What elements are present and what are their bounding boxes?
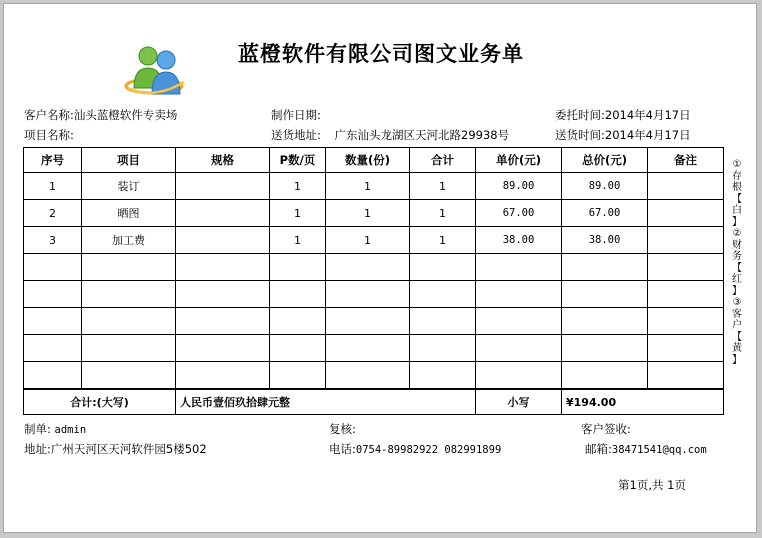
cell-index: 3 xyxy=(24,227,82,254)
lower-value: ¥194.00 xyxy=(562,389,724,415)
table-row xyxy=(24,200,724,227)
side-char: 【 xyxy=(732,331,742,343)
table-row-empty xyxy=(24,335,724,362)
sign-label: 客户签收: xyxy=(581,422,631,436)
side-char: 白 xyxy=(732,205,742,216)
side-char: 】 xyxy=(732,216,742,228)
company-address xyxy=(24,441,207,457)
table-row-empty xyxy=(24,308,724,335)
customer-name xyxy=(24,107,177,123)
mail-label: 邮箱: xyxy=(585,442,612,456)
cell-sum: 1 xyxy=(410,227,476,254)
cell-pages: 1 xyxy=(270,200,326,227)
side-char: 存 xyxy=(732,170,742,182)
side-char: 户 xyxy=(732,320,742,331)
side-char: ③ xyxy=(732,297,742,308)
cell-sum: 1 xyxy=(410,200,476,227)
cell-unit-price: 38.00 xyxy=(476,227,562,254)
project-label: 项目名称: xyxy=(24,128,74,142)
col-header: 总价(元) xyxy=(562,148,648,173)
address-label: 送货地址: xyxy=(271,128,321,142)
cell-qty: 1 xyxy=(326,200,410,227)
cell-sum: 1 xyxy=(410,173,476,200)
side-char: 财 xyxy=(732,239,742,251)
side-char: 【 xyxy=(732,193,742,205)
side-char: 【 xyxy=(732,262,742,274)
col-header: 备注 xyxy=(648,148,724,173)
side-char: 】 xyxy=(732,285,742,297)
col-header: 规格 xyxy=(176,148,270,173)
table-row-empty xyxy=(24,281,724,308)
col-header: 项目 xyxy=(82,148,176,173)
items-table xyxy=(23,147,724,415)
entrust-value: 2014年4月17日 xyxy=(604,108,691,122)
tel-label: 电话: xyxy=(329,442,356,456)
side-char: ② xyxy=(732,228,742,239)
review-label: 复核: xyxy=(329,422,356,436)
cell-index: 1 xyxy=(24,173,82,200)
cell-remark xyxy=(648,200,724,227)
cell-pages: 1 xyxy=(270,227,326,254)
delivery-label: 送货时间: xyxy=(555,128,605,142)
side-char: 务 xyxy=(732,251,742,262)
customer-sign xyxy=(581,421,631,437)
total-words: 人民币壹佰玖拾肆元整 xyxy=(176,389,476,415)
table-header-row xyxy=(24,148,724,173)
table-row-empty xyxy=(24,362,724,390)
table-row-empty xyxy=(24,254,724,281)
col-header: 数量(份) xyxy=(326,148,410,173)
cell-unit-price: 89.00 xyxy=(476,173,562,200)
entrust-time xyxy=(555,107,691,123)
side-char: 客 xyxy=(732,308,742,320)
customer-value: 汕头蓝橙软件专卖场 xyxy=(73,108,178,122)
invoice-page xyxy=(3,3,757,533)
company-email xyxy=(585,441,707,457)
maker-label: 制单: xyxy=(24,422,51,436)
delivery-value: 2014年4月17日 xyxy=(604,128,691,142)
project-name xyxy=(24,127,74,143)
col-header: 合计 xyxy=(410,148,476,173)
address-value: 广东汕头龙湖区天河北路29938号 xyxy=(334,128,510,142)
total-label: 合计:(大写) xyxy=(24,389,176,415)
cell-item: 晒图 xyxy=(82,200,176,227)
cell-total-price: 89.00 xyxy=(562,173,648,200)
side-char: 】 xyxy=(732,354,742,366)
page-info: 第1页,共 1页 xyxy=(618,478,686,492)
table-row xyxy=(24,227,724,254)
make-date-label: 制作日期: xyxy=(271,108,321,122)
maker-value: admin xyxy=(54,424,87,436)
cell-total-price: 67.00 xyxy=(562,200,648,227)
delivery-address xyxy=(271,127,509,143)
cell-unit-price: 67.00 xyxy=(476,200,562,227)
cell-item: 装订 xyxy=(82,173,176,200)
total-row xyxy=(24,389,724,415)
company-phone xyxy=(329,441,501,457)
cell-remark xyxy=(648,227,724,254)
customer-label: 客户名称: xyxy=(24,108,74,122)
delivery-time xyxy=(555,127,691,143)
tel-value: 0754-89982922 082991899 xyxy=(355,444,502,456)
cell-spec xyxy=(176,200,270,227)
cell-total-price: 38.00 xyxy=(562,227,648,254)
page-title: 蓝橙软件有限公司图文业务单 xyxy=(238,41,524,66)
cell-qty: 1 xyxy=(326,227,410,254)
side-char: 红 xyxy=(732,274,742,285)
addr-label: 地址: xyxy=(24,442,51,456)
cell-remark xyxy=(648,173,724,200)
col-header: P数/页 xyxy=(270,148,326,173)
cell-qty: 1 xyxy=(326,173,410,200)
col-header: 单价(元) xyxy=(476,148,562,173)
table-row xyxy=(24,173,724,200)
cell-index: 2 xyxy=(24,200,82,227)
side-char: 黄 xyxy=(732,343,742,354)
make-date xyxy=(271,107,321,123)
cell-item: 加工费 xyxy=(82,227,176,254)
col-header: 序号 xyxy=(24,148,82,173)
lower-label: 小写 xyxy=(476,389,562,415)
side-char: ① xyxy=(732,159,742,170)
cell-spec xyxy=(176,227,270,254)
cell-pages: 1 xyxy=(270,173,326,200)
cell-spec xyxy=(176,173,270,200)
side-char: 根 xyxy=(732,182,742,193)
entrust-label: 委托时间: xyxy=(555,108,605,122)
mail-value: 38471541@qq.com xyxy=(611,444,707,456)
copy-distribution-note xyxy=(730,159,744,366)
addr-value: 广州天河区天河软件园5楼502 xyxy=(50,442,207,456)
maker xyxy=(24,421,86,437)
reviewer xyxy=(329,421,356,437)
